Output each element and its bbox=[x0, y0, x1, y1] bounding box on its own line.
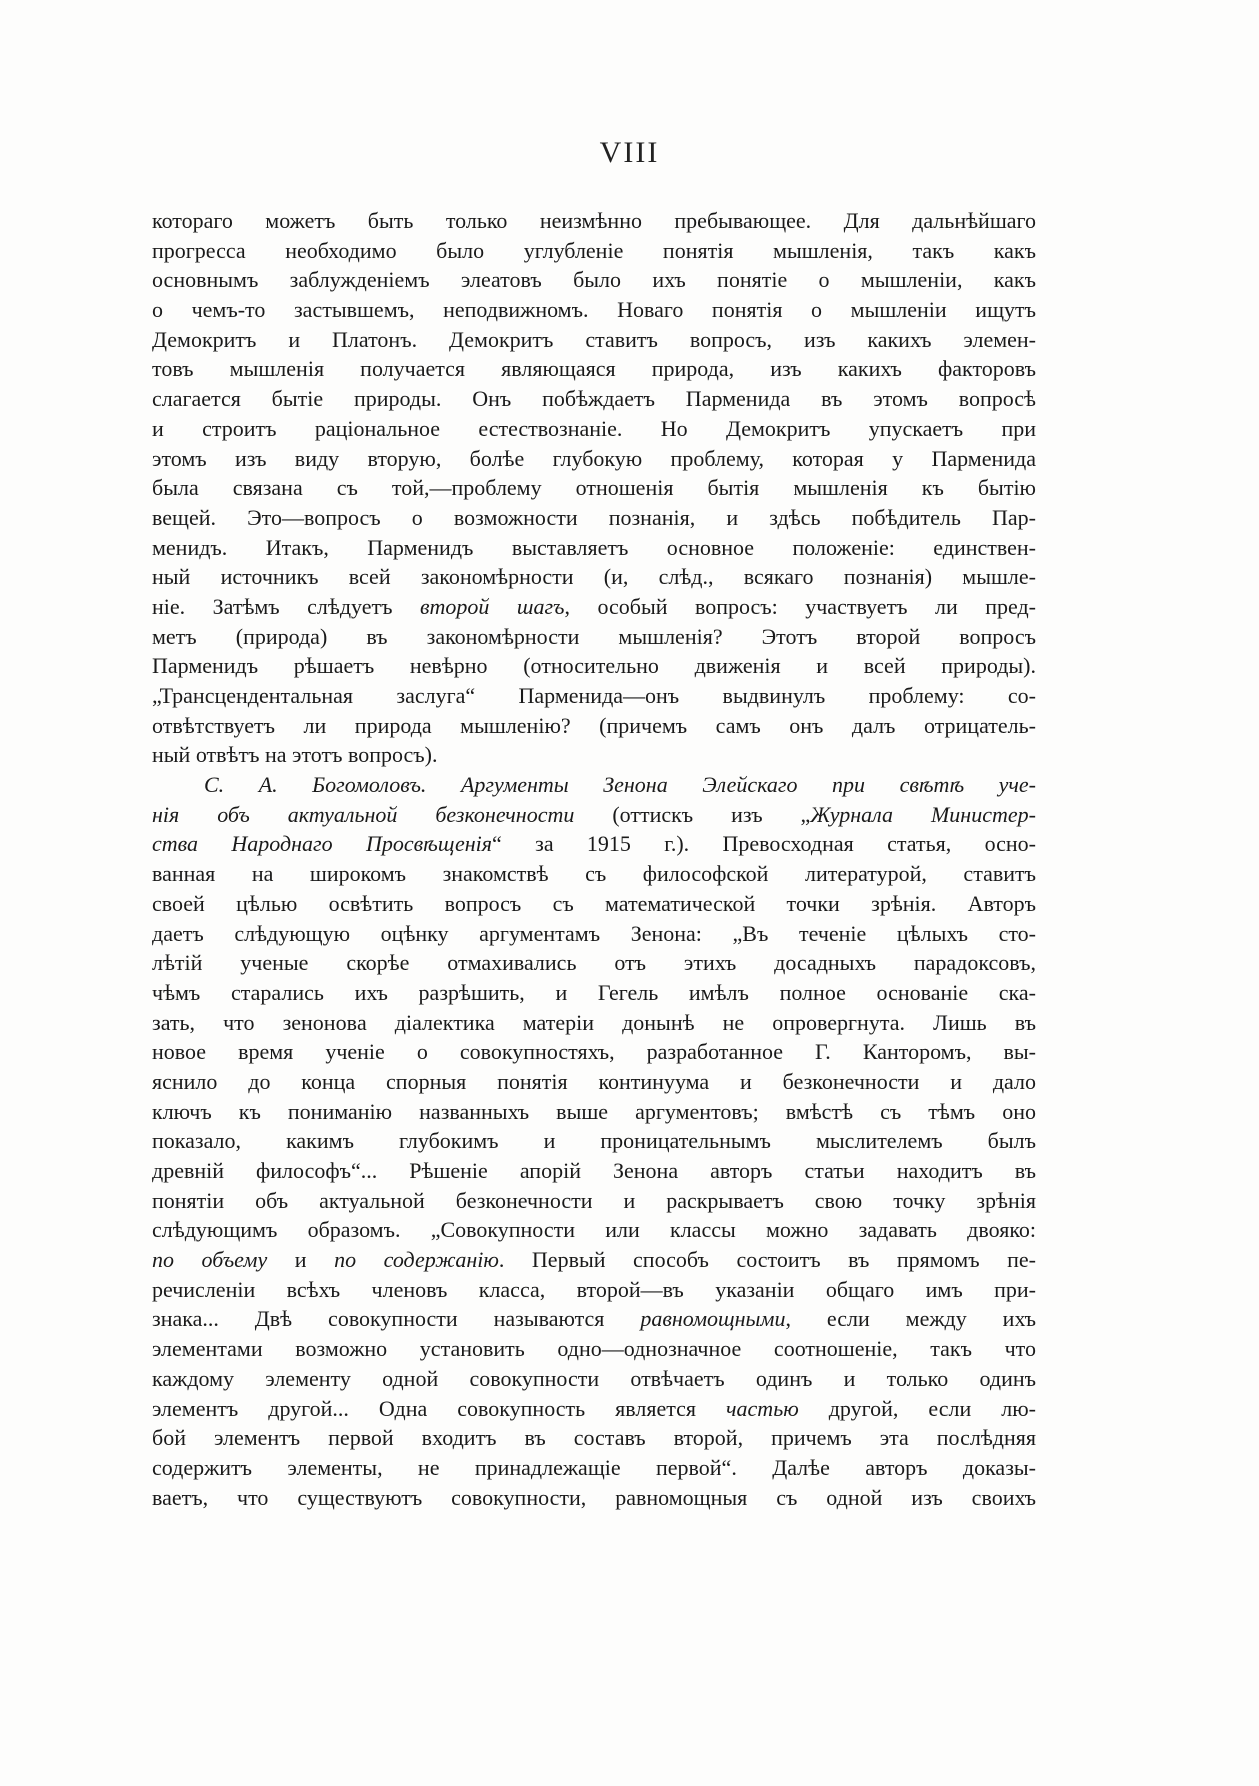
text-run: вещей. Это—вопросъ о возможности познанія, и здѣсь побѣдитель Пар- bbox=[152, 504, 1036, 530]
text-run: зать, что зеноновa діалектика матеріи донынѣ не опровергнута. Лишь въ bbox=[152, 1009, 1036, 1035]
text-line bbox=[152, 948, 1036, 978]
text-run: . Первый способъ состоитъ въ прямомъ пе- bbox=[498, 1247, 1036, 1273]
text-run: „Трансцендентальная заслуга“ Парменида—онъ выдвинулъ проблему: со- bbox=[152, 683, 1036, 708]
text-run: ванная на широкомъ знакомствѣ съ философской литературой, ставитъ bbox=[152, 861, 1036, 887]
text-line bbox=[152, 1156, 1036, 1186]
text-run: даетъ слѣдующую оцѣнку аргументамъ Зенона: „Въ теченіе цѣлыхъ сто- bbox=[152, 920, 1036, 946]
text-run: “ за 1915 г.). Превосходная статья, осно- bbox=[492, 831, 1036, 857]
text-run: слѣдующимъ образомъ. „Совокупности или классы можно задавать двояко: bbox=[152, 1217, 1036, 1243]
text-run: Демокритъ и Платонъ. Демокритъ ставитъ вопросъ, изъ какихъ элемен- bbox=[152, 326, 1036, 352]
text-line bbox=[152, 325, 1036, 355]
text-run: ваетъ, что существуютъ совокупности, равномощныя съ одной изъ своихъ bbox=[152, 1484, 1036, 1510]
italic-run: нія объ актуальной безконечности bbox=[152, 801, 575, 827]
text-run: ключъ къ пониманію названныхъ выше аргументовъ; вмѣстѣ съ тѣмъ оно bbox=[152, 1098, 1036, 1124]
text-run: новое время ученіе о совокупностяхъ, разработанное Г. Канторомъ, вы- bbox=[152, 1039, 1036, 1065]
text-line bbox=[152, 1126, 1036, 1156]
text-line bbox=[152, 1097, 1036, 1127]
italic-run: по объему bbox=[152, 1247, 268, 1273]
italic-run: по содержанію bbox=[334, 1247, 499, 1273]
text-line bbox=[152, 592, 1036, 622]
text-run: отвѣтствуетъ ли природа мышленію? (причемъ самъ онъ далъ отрицатель- bbox=[152, 712, 1036, 738]
text-run: Парменидъ рѣшаетъ невѣрно (относительно движенія и всей природы). bbox=[152, 653, 1036, 679]
text-run: речисленіи всѣхъ членовъ класса, второй—въ указаніи общаго имъ при- bbox=[152, 1276, 1036, 1302]
italic-run: второй шагъ bbox=[419, 593, 565, 619]
text-line bbox=[152, 414, 1036, 444]
text-run: лѣтій ученые скорѣе отмахивались отъ этихъ досадныхъ парадоксовъ, bbox=[152, 950, 1036, 976]
text-line bbox=[152, 354, 1036, 384]
text-line bbox=[152, 889, 1036, 919]
text-run: знака... Двѣ совокупности называются bbox=[152, 1306, 641, 1332]
text-line bbox=[152, 1423, 1036, 1453]
text-run: понятіи объ актуальной безконечности и раскрываетъ свою точку зрѣнія bbox=[152, 1187, 1036, 1213]
text-line bbox=[152, 444, 1036, 474]
text-line bbox=[152, 1215, 1036, 1245]
text-line bbox=[152, 503, 1036, 533]
italic-run: С. А. Богомоловъ. Аргументы Зенона Элейскаго при свѣтѣ уче- bbox=[204, 772, 1036, 798]
text-line bbox=[152, 1304, 1036, 1334]
text-run: яснило до конца спорныя понятія континуума и безконечности и дало bbox=[152, 1068, 1036, 1094]
text-run: показало, какимъ глубокимъ и проницательнымъ мыслителемъ былъ bbox=[152, 1128, 1036, 1154]
text-line bbox=[152, 1483, 1036, 1513]
text-line bbox=[152, 859, 1036, 889]
italic-run: Журнала Министер- bbox=[810, 801, 1036, 827]
text-line bbox=[152, 740, 1036, 770]
page-number: VIII bbox=[599, 136, 660, 169]
text-run: ніе. Затѣмъ слѣдуетъ bbox=[152, 593, 420, 619]
text-line bbox=[152, 1334, 1036, 1364]
text-run: ный отвѣтъ на этотъ вопросъ). bbox=[152, 742, 438, 768]
text-line bbox=[152, 1364, 1036, 1394]
text-run: (оттискъ изъ „ bbox=[574, 801, 811, 827]
text-run: элементами возможно установить одно—однозначное соотношеніе, такъ что bbox=[152, 1336, 1036, 1362]
text-run: прогресса необходимо было углубленіе понятія мышленія, такъ какъ bbox=[152, 237, 1036, 263]
text-line bbox=[152, 622, 1036, 652]
text-line bbox=[152, 800, 1036, 830]
italic-run: ства Народнаго Просвѣщенія bbox=[152, 831, 493, 857]
text-run: чѣмъ старались ихъ разрѣшить, и Гегель имѣлъ полное основаніе ска- bbox=[152, 979, 1036, 1005]
text-line bbox=[152, 770, 1036, 800]
text-run: менидъ. Итакъ, Парменидъ выставляетъ основное положеніе: единствен- bbox=[152, 534, 1036, 560]
text-line bbox=[152, 236, 1036, 266]
text-line bbox=[152, 1037, 1036, 1067]
text-run: другой, если лю- bbox=[798, 1395, 1036, 1421]
text-run: была связана съ той,—проблему отношенія бытія мышленія къ бытію bbox=[152, 475, 1036, 501]
text-line bbox=[152, 1067, 1036, 1097]
text-line bbox=[152, 651, 1036, 681]
text-line bbox=[152, 473, 1036, 503]
text-run: своей цѣлью освѣтить вопросъ съ математической точки зрѣнія. Авторъ bbox=[152, 890, 1036, 916]
text-line bbox=[152, 295, 1036, 325]
text-line bbox=[152, 562, 1036, 592]
text-run: элементъ другой... Одна совокупность является bbox=[152, 1395, 727, 1421]
body-text bbox=[152, 206, 1036, 1512]
text-run: котораго можетъ быть только неизмѣнно пребывающее. Для дальнѣйшаго bbox=[152, 208, 1036, 233]
text-line bbox=[152, 1186, 1036, 1216]
text-line bbox=[152, 1245, 1036, 1275]
text-line bbox=[152, 681, 1036, 711]
text-run: этомъ изъ виду вторую, болѣе глубокую проблему, которая у Парменида bbox=[152, 445, 1036, 471]
text-run: древній философъ“... Рѣшеніе апорій Зенона авторъ статьи находитъ въ bbox=[152, 1158, 1036, 1183]
text-line bbox=[152, 919, 1036, 949]
text-line bbox=[152, 1453, 1036, 1483]
text-run: содержитъ элементы, не принадлежащіе первой“. Далѣе авторъ доказы- bbox=[152, 1454, 1036, 1480]
text-run: основнымъ заблужденіемъ элеатовъ было ихъ понятіе о мышленіи, какъ bbox=[152, 267, 1036, 293]
text-run: и строитъ раціональное естествознаніе. Но Демокритъ упускаетъ при bbox=[152, 415, 1036, 441]
text-run: каждому элементу одной совокупности отвѣчаетъ одинъ и только одинъ bbox=[152, 1365, 1036, 1391]
text-line bbox=[152, 265, 1036, 295]
text-line bbox=[152, 829, 1036, 859]
text-line bbox=[152, 1275, 1036, 1305]
text-line bbox=[152, 533, 1036, 563]
text-run: , если между ихъ bbox=[785, 1306, 1036, 1332]
text-line bbox=[152, 1394, 1036, 1424]
text-line bbox=[152, 978, 1036, 1008]
italic-run: частью bbox=[726, 1395, 799, 1421]
text-run: товъ мышленія получается являющаяся природа, изъ какихъ факторовъ bbox=[152, 356, 1036, 382]
text-line bbox=[152, 384, 1036, 414]
text-line bbox=[152, 711, 1036, 741]
text-run: о чемъ-то застывшемъ, неподвижномъ. Новаго понятія о мышленіи ищутъ bbox=[152, 297, 1036, 323]
text-run: слагается бытіе природы. Онъ побѣждаетъ Парменида въ этомъ вопросѣ bbox=[152, 386, 1036, 412]
italic-run: равномощными bbox=[640, 1306, 786, 1332]
text-run: бой элементъ первой входитъ въ составъ второй, причемъ эта послѣдняя bbox=[152, 1425, 1036, 1451]
text-line bbox=[152, 1008, 1036, 1038]
text-run: ный источникъ всей закономѣрности (и, слѣд., всякаго познанія) мышле- bbox=[152, 564, 1036, 590]
text-run: , особый вопросъ: участвуетъ ли пред- bbox=[564, 593, 1036, 619]
text-line bbox=[152, 206, 1036, 236]
text-run: и bbox=[267, 1247, 335, 1273]
text-run: метъ (природа) въ закономѣрности мышленія? Этотъ второй вопросъ bbox=[152, 623, 1036, 649]
